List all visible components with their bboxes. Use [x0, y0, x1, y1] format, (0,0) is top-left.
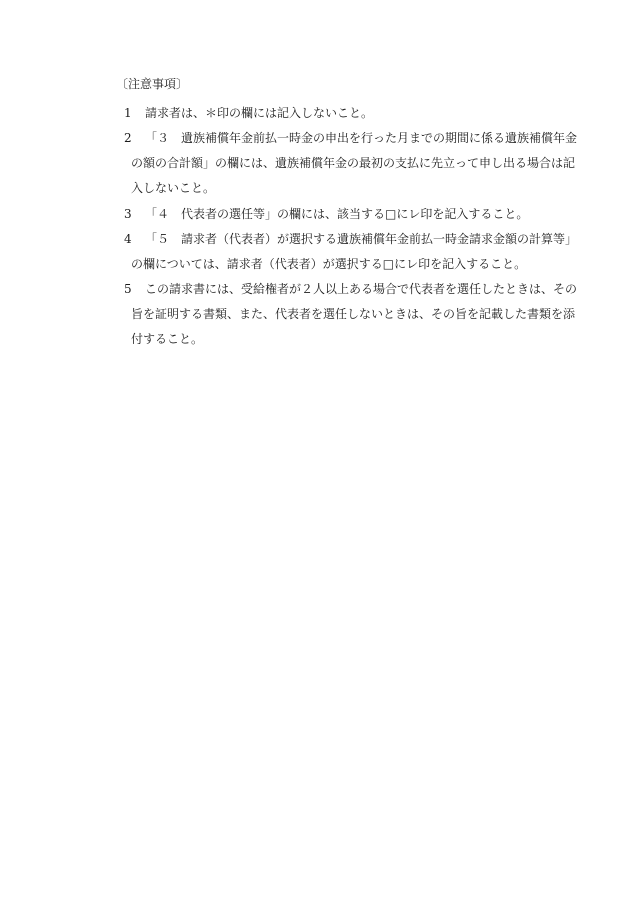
- note-line: 請求者は、＊印の欄には記入しないこと。: [145, 106, 374, 120]
- note-item-2: [117, 126, 577, 201]
- notes-heading: 〔注意事項〕: [116, 77, 189, 91]
- note-item-1: [117, 101, 577, 126]
- note-line: 付すること。: [131, 332, 204, 346]
- note-line: の欄については、請求者（代表者）が選択する□にレ印を記入すること。: [131, 257, 527, 271]
- note-line: 「４ 代表者の選任等」の欄には、該当する□にレ印を記入すること。: [145, 207, 529, 221]
- note-line: この請求書には、受給権者が２人以上ある場合で代表者を選任したときは、その: [145, 282, 578, 296]
- note-item-4: [117, 227, 577, 277]
- note-number: 4: [124, 232, 132, 246]
- note-line: 「５ 請求者（代表者）が選択する遺族補償年金前払一時金請求金額の計算等」: [145, 232, 578, 246]
- note-item-3: [117, 202, 577, 227]
- note-number: 5: [124, 282, 132, 296]
- note-line: 旨を証明する書類、また、代表者を選任しないときは、その旨を記載した書類を添: [131, 307, 576, 321]
- note-line: の額の合計額」の欄には、遺族補償年金の最初の支払に先立って申し出る場合は記: [131, 156, 576, 170]
- note-line: 「３ 遺族補償年金前払一時金の申出を行った月までの期間に係る遺族補償年金: [145, 131, 578, 145]
- note-number: 2: [124, 131, 132, 145]
- note-number: 3: [124, 207, 132, 221]
- note-item-5: [117, 277, 577, 352]
- note-number: 1: [124, 106, 132, 120]
- note-line: 入しないこと。: [131, 181, 216, 195]
